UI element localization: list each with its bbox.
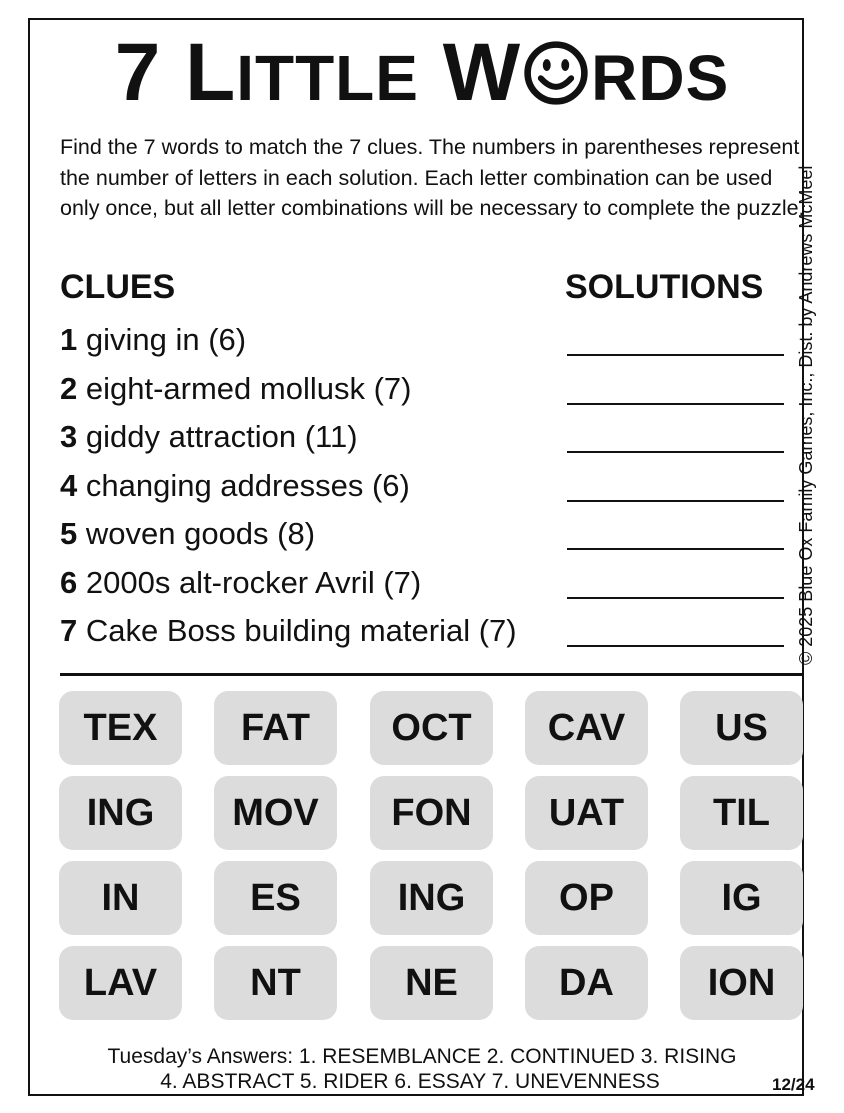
divider (60, 673, 804, 676)
clue-number: 4 (60, 467, 78, 503)
clue-text: eight-armed mollusk (7) (77, 370, 412, 406)
clue-text: woven goods (8) (77, 516, 316, 551)
solution-blank[interactable] (567, 548, 784, 550)
clue-text: giving in (6) (77, 322, 247, 357)
letter-tile[interactable]: IG (680, 861, 803, 935)
letter-tile[interactable]: DA (525, 946, 648, 1020)
letter-tile[interactable]: ING (59, 776, 182, 850)
clue-text: Cake Boss building material (7) (77, 613, 517, 648)
letter-tile[interactable]: TIL (680, 776, 803, 850)
clue-number: 3 (60, 419, 78, 454)
copyright-notice: © 2025 Blue Ox Family Games, Inc., Dist. by Andrews McMeel (796, 165, 816, 665)
solutions-heading: SOLUTIONS (565, 268, 764, 306)
smiley-face-icon (523, 40, 589, 106)
letter-tile[interactable]: MOV (214, 776, 337, 850)
letter-tile[interactable]: US (680, 691, 803, 765)
solution-blank[interactable] (567, 354, 784, 356)
clue-number: 5 (60, 516, 78, 551)
letter-tile[interactable]: ION (680, 946, 803, 1020)
clue-number: 7 (60, 613, 78, 648)
letter-tile[interactable]: LAV (59, 946, 182, 1020)
instructions: Find the 7 words to match the 7 clues. The numbers in parentheses represent the number of letters in each solution. Each letter combination can be used only once, but all letter combinations will be necessary to complete the puzzle. (60, 135, 805, 220)
title-letter: L (185, 27, 237, 118)
title-letters: RDS (591, 42, 730, 114)
letter-tile[interactable]: NE (370, 946, 493, 1020)
clue-text: changing addresses (6) (77, 467, 410, 503)
clue-number: 2 (60, 370, 78, 406)
clue-item (60, 322, 246, 358)
clue-item (60, 613, 517, 649)
letter-tile[interactable]: OCT (370, 691, 493, 765)
solution-blank[interactable] (567, 500, 784, 502)
puzzle-date: 12/24 (772, 1075, 815, 1094)
title-letters: ITTLE (236, 42, 419, 114)
title-letter: W (442, 27, 522, 118)
solution-blank[interactable] (567, 403, 784, 405)
letter-tile[interactable]: TEX (59, 691, 182, 765)
letter-tile[interactable]: OP (525, 861, 648, 935)
clue-item (60, 371, 411, 407)
title-number: 7 (114, 27, 162, 118)
solution-blank[interactable] (567, 597, 784, 599)
clue-item (60, 565, 421, 601)
clue-item (60, 468, 410, 504)
letter-tile[interactable]: FAT (214, 691, 337, 765)
letter-tile[interactable]: UAT (525, 776, 648, 850)
clues-heading: CLUES (60, 268, 176, 306)
puzzle-title (0, 27, 844, 118)
clue-number: 6 (60, 564, 78, 600)
letter-tile[interactable]: IN (59, 861, 182, 935)
previous-answers-line-2: 4. ABSTRACT 5. RIDER 6. ESSAY 7. UNEVENNESS (160, 1070, 660, 1093)
clue-item (60, 419, 358, 455)
previous-answers-line-1: Tuesday’s Answers: 1. RESEMBLANCE 2. CONTINUED 3. RISING (107, 1045, 737, 1068)
clue-text: giddy attraction (11) (77, 419, 358, 454)
solution-blank[interactable] (567, 645, 784, 647)
letter-tile[interactable]: NT (214, 946, 337, 1020)
letter-tile[interactable]: ES (214, 861, 337, 935)
solution-blank[interactable] (567, 451, 784, 453)
letter-tile[interactable]: ING (370, 861, 493, 935)
letter-tile[interactable]: FON (370, 776, 493, 850)
clue-number: 1 (60, 322, 78, 357)
letter-tile[interactable]: CAV (525, 691, 648, 765)
clue-text: 2000s alt-rocker Avril (7) (77, 564, 422, 600)
clue-item (60, 516, 315, 552)
